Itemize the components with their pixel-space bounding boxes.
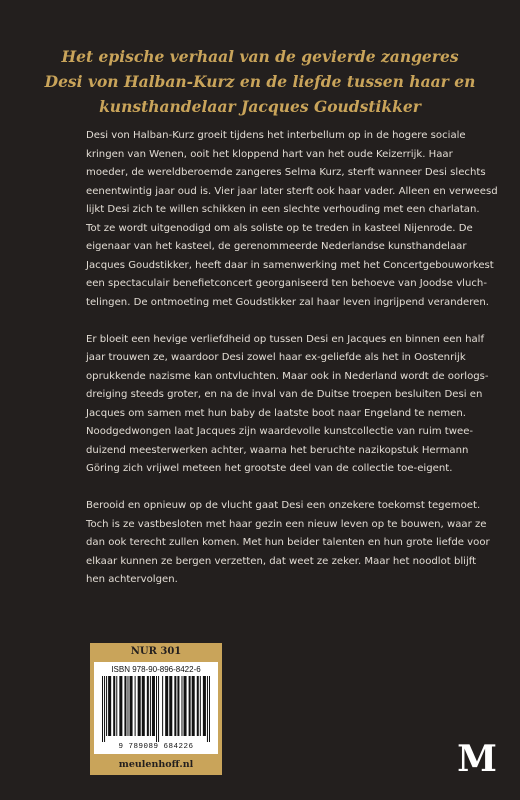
headline <box>0 44 520 119</box>
blurb-paragraph-3 <box>86 497 490 590</box>
text-line: Er bloeit een hevige verliefdheid op tussen Desi en Jacques en binnen een half <box>86 333 485 345</box>
barcode-bar <box>207 676 208 742</box>
text-line: duizend meesterwerken achter, waarna het beruchte nazikopstuk Hermann <box>86 444 469 456</box>
barcode-bar <box>138 676 141 736</box>
publisher-logo-icon <box>457 740 497 774</box>
barcode-bar <box>130 676 133 736</box>
barcode-bar <box>174 676 176 736</box>
text-line: Jacques Goudstikker, heeft daar in samenwerking met het Concertgebouworkest <box>86 259 494 271</box>
barcode-bar <box>158 676 159 742</box>
barcode-bar <box>113 676 115 736</box>
text-line: Göring zich vrijwel meteen het grootste deel van de collectie toe-eigent. <box>86 463 453 474</box>
barcode-bar <box>156 676 157 742</box>
barcode-bars <box>102 676 210 742</box>
barcode-bar <box>124 676 126 736</box>
barcode-bar <box>127 676 128 736</box>
barcode-bar <box>184 676 187 736</box>
text-line: elkaar kunnen ze bergen verzetten, dat weet ze zeker. Maar het noodlot blijft <box>86 555 477 567</box>
barcode-bar <box>142 676 145 736</box>
barcode-bar <box>189 676 191 736</box>
barcode-bar <box>147 676 149 736</box>
text-line: Jacques om samen met hun baby de laatste boot naar Engeland te nemen. <box>86 407 466 419</box>
headline-line: kunsthandelaar Jacques Goudstikker <box>99 97 421 116</box>
text-line: eigenaar van het kasteel, de gerenommeerde Nederlandse kunsthandelaar <box>86 241 467 252</box>
barcode-bar <box>165 676 168 736</box>
barcode-bar <box>108 676 111 736</box>
headline-line: Desi von Halban-Kurz en de liefde tussen haar en <box>44 72 476 91</box>
text-line: eenentwintig jaar oud is. Vier jaar later sterft ook haar vader. Alleen en verweesd <box>86 185 498 197</box>
barcode-bar <box>209 676 210 742</box>
blurb <box>86 127 498 608</box>
blurb-paragraph-1 <box>86 127 498 312</box>
barcode-bar <box>135 676 136 736</box>
text-line: dreiging steeds groter, en na de inval van de Duitse troepen besluiten Desi en <box>86 389 483 400</box>
barcode-bar <box>116 676 117 736</box>
barcode-digits: 9 789089 684226 <box>118 743 194 751</box>
isbn-number: ISBN 978-90-896-8422-6 <box>111 665 201 674</box>
barcode-bar <box>119 676 122 736</box>
barcode-bar <box>197 676 199 736</box>
headline-line: Het epische verhaal van de gevierde zangeres <box>61 47 459 66</box>
barcode-label <box>94 662 218 754</box>
barcode-bar <box>192 676 195 736</box>
text-line: jaar trouwen ze, waardoor Desi zowel haar ex-geliefde als het in Oostenrijk <box>86 352 466 363</box>
text-line: Tot ze wordt uitgenodigd om als soliste op te treden in kasteel Nijenrode. De <box>86 222 473 234</box>
barcode-bar <box>169 676 172 736</box>
text-line: Noodgedwongen laat Jacques zijn waardevolle kunstcollectie van ruim twee- <box>86 426 474 437</box>
barcode-bar <box>203 676 206 736</box>
text-line: Berooid en opnieuw op de vlucht gaat Desi een onzekere toekomst tegemoet. <box>86 500 481 511</box>
barcode-bar <box>181 676 182 736</box>
blurb-paragraph-2 <box>86 331 489 479</box>
publisher-website: meulenhoff.nl <box>118 759 194 770</box>
text-line: Desi von Halban-Kurz groeit tijdens het interbellum op in de hogere sociale <box>86 130 466 141</box>
barcode-bar <box>177 676 179 736</box>
barcode-bar <box>200 676 201 736</box>
text-line: moeder, de wereldberoemde zangeres Selma Kurz, sterft wanneer Desi slechts <box>86 167 486 178</box>
barcode-panel <box>90 643 222 775</box>
barcode-bar <box>152 676 155 736</box>
text-line: Toch is ze vastbesloten met haar gezin een nieuw leven op te bouwen, waar ze <box>86 518 487 530</box>
barcode-bar <box>104 676 105 742</box>
text-line: een spectaculair benefietconcert georganiseerd ten behoeve van Joodse vluch- <box>86 278 487 289</box>
text-line: lijkt Desi zich te willen schikken in een slechte verhouding met een charlatan. <box>86 204 480 215</box>
barcode-bar <box>102 676 103 742</box>
text-line: hen achtervolgen. <box>86 574 178 585</box>
barcode-bar <box>150 676 151 736</box>
barcode-bar <box>106 676 107 736</box>
nur-code: NUR 301 <box>130 646 182 657</box>
text-line: kringen van Wenen, ooit het kloppend hart van het oude Keizerrijk. Haar <box>86 148 453 160</box>
text-line: oprukkende nazisme kan ontvluchten. Maar ook in Nederland wordt de oorlogs- <box>86 370 489 382</box>
logo-letter: M <box>457 740 497 774</box>
barcode-bar <box>162 676 163 736</box>
text-line: dan ook terecht zullen komen. Met hun beider talenten en hun grote liefde voor <box>86 537 490 548</box>
text-line: telingen. De ontmoeting met Goudstikker zal haar leven ingrijpend veranderen. <box>86 296 489 308</box>
